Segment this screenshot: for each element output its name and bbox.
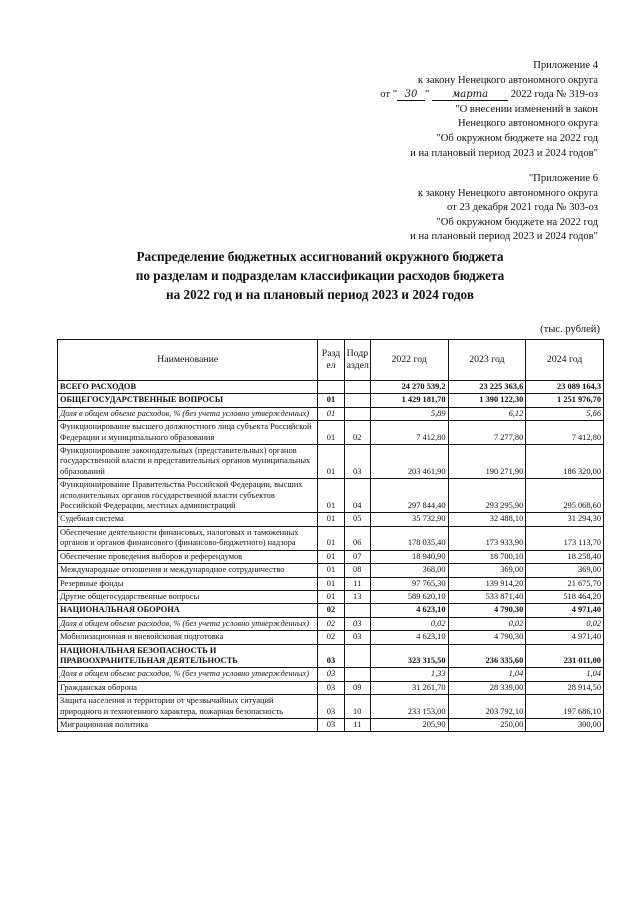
row-razdel-cell: 01 — [318, 550, 344, 563]
title-line2: по разделам и подразделам классификации расходов бюджета — [135, 268, 505, 283]
table-row — [58, 526, 604, 550]
row-2022-cell: 31 261,70 — [370, 681, 448, 694]
row-2023-cell: 23 225 363,6 — [448, 381, 526, 394]
document-title — [0, 247, 640, 304]
row-2024-cell: 1,04 — [526, 668, 604, 681]
appendix-4-line1: Приложение 4 — [533, 60, 598, 71]
table-row — [58, 394, 604, 407]
row-2023-cell: 190 271,90 — [448, 445, 526, 479]
appendix-4-date — [380, 88, 598, 103]
row-2022-cell: 0,02 — [370, 617, 448, 630]
table-row — [58, 668, 604, 681]
row-podrazdel-cell — [344, 394, 370, 407]
table-row — [58, 644, 604, 668]
row-podrazdel-cell: 08 — [344, 564, 370, 577]
row-2024-cell: 4 971,40 — [526, 631, 604, 644]
row-2022-cell: 203 461,90 — [370, 445, 448, 479]
row-2022-cell: 323 315,50 — [370, 644, 448, 668]
row-razdel-cell: 01 — [318, 394, 344, 407]
row-podrazdel-cell: 13 — [344, 590, 370, 603]
row-name-cell: Функционирование Правительства Российской Федерации, высших исполнительных органов государственной власти субъектов Российской Федерации, местных администраций — [58, 479, 318, 513]
handwritten-day: 30 — [397, 89, 425, 101]
row-2023-cell: 4 790,30 — [448, 604, 526, 617]
row-2024-cell: 300,00 — [526, 718, 604, 731]
row-2024-cell: 197 686,10 — [526, 695, 604, 719]
row-2024-cell: 5,66 — [526, 407, 604, 420]
row-razdel-cell: 03 — [318, 695, 344, 719]
row-name-cell: Гражданская оборона — [58, 681, 318, 694]
row-podrazdel-cell — [344, 644, 370, 668]
row-podrazdel-cell: 05 — [344, 513, 370, 526]
row-podrazdel-cell: 07 — [344, 550, 370, 563]
row-razdel-cell: 01 — [318, 590, 344, 603]
table-header-row — [58, 340, 604, 381]
row-2023-cell: 250,00 — [448, 718, 526, 731]
row-2022-cell: 1,33 — [370, 668, 448, 681]
row-2024-cell: 23 089 164,3 — [526, 381, 604, 394]
header-podrazdel: Подр аздел — [344, 340, 370, 381]
appendix-4-header — [380, 59, 598, 161]
table-row — [58, 564, 604, 577]
row-2023-cell: 203 792,10 — [448, 695, 526, 719]
handwritten-month: марта — [432, 89, 508, 101]
row-2022-cell: 205,90 — [370, 718, 448, 731]
row-2024-cell: 369,00 — [526, 564, 604, 577]
row-razdel-cell: 01 — [318, 577, 344, 590]
title-line3: на 2022 год и на плановый период 2023 и 2024 годов — [166, 287, 474, 302]
row-name-cell: Доля в общем объеме расходов, % (без учета условно утвержденных) — [58, 668, 318, 681]
table-row — [58, 513, 604, 526]
row-podrazdel-cell — [344, 668, 370, 681]
table-row — [58, 604, 604, 617]
row-podrazdel-cell — [344, 604, 370, 617]
row-2022-cell: 24 270 539,2 — [370, 381, 448, 394]
row-razdel-cell — [318, 381, 344, 394]
row-2024-cell: 28 914,50 — [526, 681, 604, 694]
row-2022-cell: 97 765,30 — [370, 577, 448, 590]
row-podrazdel-cell: 03 — [344, 631, 370, 644]
row-podrazdel-cell: 02 — [344, 421, 370, 445]
row-2023-cell: 32 488,10 — [448, 513, 526, 526]
row-name-cell: Функционирование законодательных (представительных) органов государственной власти и представительных органов муниципальных образований — [58, 445, 318, 479]
row-name-cell: Мобилизационная и вневойсковая подготовка — [58, 631, 318, 644]
appendix-6-line5: и на плановый период 2023 и 2024 годов" — [410, 231, 598, 243]
row-2022-cell: 1 429 181,70 — [370, 394, 448, 407]
table-row — [58, 681, 604, 694]
row-2023-cell: 173 933,90 — [448, 526, 526, 550]
row-razdel-cell: 01 — [318, 513, 344, 526]
row-name-cell: Другие общегосударственные вопросы — [58, 590, 318, 603]
row-2022-cell: 297 844,40 — [370, 479, 448, 513]
row-2023-cell: 1,04 — [448, 668, 526, 681]
row-2023-cell: 139 914,20 — [448, 577, 526, 590]
table-row — [58, 577, 604, 590]
row-razdel-cell: 02 — [318, 617, 344, 630]
row-razdel-cell: 01 — [318, 421, 344, 445]
row-2023-cell: 0,02 — [448, 617, 526, 630]
appendix-6-line4: "Об окружном бюджете на 2022 год — [436, 216, 598, 228]
title-line1: Распределение бюджетных ассигнований окружного бюджета — [136, 249, 504, 264]
row-podrazdel-cell: 03 — [344, 617, 370, 630]
date-prefix: от " — [380, 89, 398, 101]
row-name-cell: Доля в общем объеме расходов, % (без учета условно утвержденных) — [58, 407, 318, 420]
row-2023-cell: 18 700,10 — [448, 550, 526, 563]
row-2022-cell: 18 940,90 — [370, 550, 448, 563]
row-name-cell: ВСЕГО РАСХОДОВ — [58, 381, 318, 394]
row-2023-cell: 28 339,00 — [448, 681, 526, 694]
row-razdel-cell: 01 — [318, 445, 344, 479]
row-razdel-cell: 01 — [318, 479, 344, 513]
row-name-cell: ОБЩЕГОСУДАРСТВЕННЫЕ ВОПРОСЫ — [58, 394, 318, 407]
table-row — [58, 718, 604, 731]
row-2024-cell: 186 320,00 — [526, 445, 604, 479]
header-2023: 2023 год — [448, 340, 526, 381]
row-2022-cell: 178 035,40 — [370, 526, 448, 550]
row-name-cell: Обеспечение проведения выборов и референдумов — [58, 550, 318, 563]
header-2022: 2022 год — [370, 340, 448, 381]
table-row — [58, 381, 604, 394]
appendix-4-line5: Ненецкого автономного округа — [458, 118, 598, 130]
row-2022-cell: 4 623,10 — [370, 604, 448, 617]
row-podrazdel-cell: 11 — [344, 718, 370, 731]
row-name-cell: Международные отношения и международное сотрудничество — [58, 564, 318, 577]
row-2024-cell: 18 258,40 — [526, 550, 604, 563]
row-2022-cell: 5,89 — [370, 407, 448, 420]
date-mid: " — [425, 89, 430, 101]
row-name-cell: Резервные фонды — [58, 577, 318, 590]
row-2023-cell: 533 871,40 — [448, 590, 526, 603]
row-2023-cell: 236 335,60 — [448, 644, 526, 668]
header-name: Наименование — [58, 340, 318, 381]
row-name-cell: НАЦИОНАЛЬНАЯ ОБОРОНА — [58, 604, 318, 617]
row-razdel-cell: 02 — [318, 631, 344, 644]
row-podrazdel-cell: 06 — [344, 526, 370, 550]
table-body — [58, 381, 604, 732]
row-name-cell: НАЦИОНАЛЬНАЯ БЕЗОПАСНОСТЬ И ПРАВООХРАНИТЕЛЬНАЯ ДЕЯТЕЛЬНОСТЬ — [58, 644, 318, 668]
appendix-4-line7: и на плановый период 2023 и 2024 годов" — [410, 147, 598, 159]
row-razdel-cell: 03 — [318, 681, 344, 694]
table-row — [58, 631, 604, 644]
row-2024-cell: 4 971,40 — [526, 604, 604, 617]
row-razdel-cell: 01 — [318, 564, 344, 577]
row-name-cell: Защита населения и территории от чрезвычайных ситуаций природного и техногенного характера, пожарная безопасность — [58, 695, 318, 719]
row-2022-cell: 368,00 — [370, 564, 448, 577]
row-name-cell: Судебная система — [58, 513, 318, 526]
header-2024: 2024 год — [526, 340, 604, 381]
row-podrazdel-cell: 04 — [344, 479, 370, 513]
row-2023-cell: 4 790,30 — [448, 631, 526, 644]
row-podrazdel-cell: 03 — [344, 445, 370, 479]
appendix-6-header — [410, 172, 598, 245]
row-2024-cell: 295 068,60 — [526, 479, 604, 513]
table-row — [58, 407, 604, 420]
appendix-4-line2: к закону Ненецкого автономного округа — [417, 74, 598, 86]
row-2023-cell: 1 390 122,30 — [448, 394, 526, 407]
budget-table — [57, 339, 604, 732]
table-row — [58, 479, 604, 513]
header-razdel: Разд ел — [318, 340, 344, 381]
row-podrazdel-cell: 11 — [344, 577, 370, 590]
row-2024-cell: 31 294,30 — [526, 513, 604, 526]
row-razdel-cell: 01 — [318, 407, 344, 420]
row-2023-cell: 369,00 — [448, 564, 526, 577]
appendix-6-line2: к закону Ненецкого автономного округа — [417, 187, 598, 199]
row-razdel-cell: 01 — [318, 526, 344, 550]
row-2022-cell: 589 620,10 — [370, 590, 448, 603]
date-suffix: 2022 года № 319-оз — [510, 89, 598, 101]
row-name-cell: Доля в общем объеме расходов, % (без учета условно утвержденных) — [58, 617, 318, 630]
row-podrazdel-cell — [344, 407, 370, 420]
row-razdel-cell: 03 — [318, 668, 344, 681]
table-row — [58, 617, 604, 630]
row-name-cell: Функционирование высшего должностного лица субъекта Российской Федерации и муниципального образования — [58, 421, 318, 445]
table-row — [58, 550, 604, 563]
row-2022-cell: 4 623,10 — [370, 631, 448, 644]
row-2022-cell: 7 412,80 — [370, 421, 448, 445]
appendix-4-line4: "О внесении изменений в закон — [455, 103, 598, 115]
row-name-cell: Обеспечение деятельности финансовых, налоговых и таможенных органов и органов финансового (финансово-бюджетного) надзора — [58, 526, 318, 550]
row-2024-cell: 21 675,70 — [526, 577, 604, 590]
row-podrazdel-cell: 09 — [344, 681, 370, 694]
units-note: (тыс. рублей) — [540, 324, 600, 335]
row-2024-cell: 1 251 976,70 — [526, 394, 604, 407]
row-2024-cell: 0,02 — [526, 617, 604, 630]
row-razdel-cell: 03 — [318, 644, 344, 668]
row-2024-cell: 231 011,00 — [526, 644, 604, 668]
row-razdel-cell: 02 — [318, 604, 344, 617]
table-row — [58, 421, 604, 445]
row-2022-cell: 233 153,00 — [370, 695, 448, 719]
row-podrazdel-cell: 10 — [344, 695, 370, 719]
appendix-4-line6: "Об окружном бюджете на 2022 год — [436, 132, 598, 144]
row-podrazdel-cell — [344, 381, 370, 394]
row-razdel-cell: 03 — [318, 718, 344, 731]
row-2023-cell: 6,12 — [448, 407, 526, 420]
table-row — [58, 590, 604, 603]
row-2024-cell: 7 412,80 — [526, 421, 604, 445]
row-2024-cell: 173 113,70 — [526, 526, 604, 550]
row-2024-cell: 518 464,20 — [526, 590, 604, 603]
table-row — [58, 695, 604, 719]
row-2023-cell: 7 277,80 — [448, 421, 526, 445]
row-2023-cell: 293 295,90 — [448, 479, 526, 513]
appendix-6-line3: от 23 декабря 2021 года № 303-оз — [447, 202, 598, 214]
row-2022-cell: 35 732,90 — [370, 513, 448, 526]
row-name-cell: Миграционная политика — [58, 718, 318, 731]
appendix-6-line1: "Приложение 6 — [528, 173, 598, 184]
table-row — [58, 445, 604, 479]
